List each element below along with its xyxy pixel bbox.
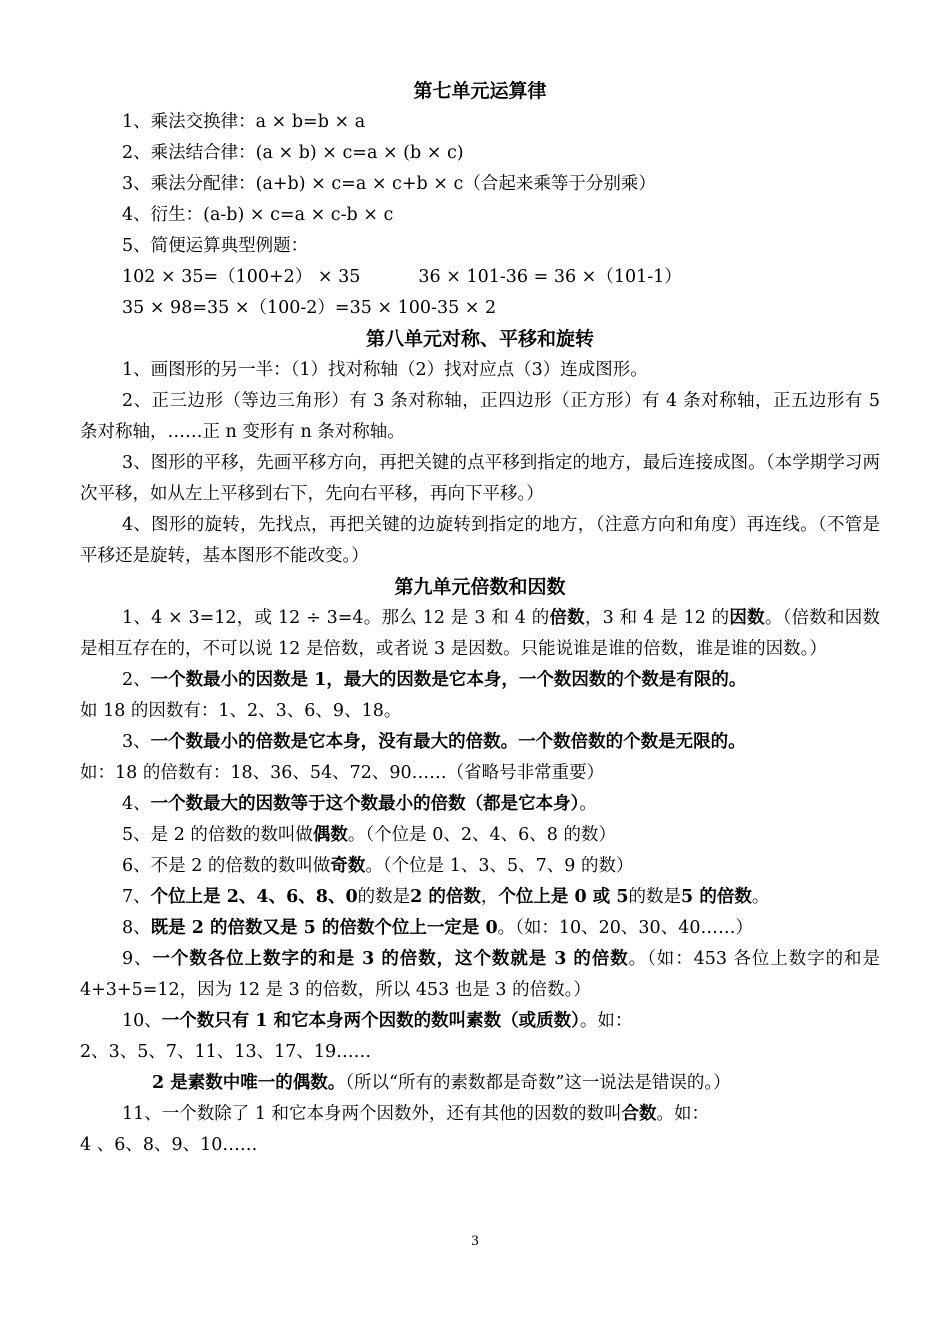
unit7-section [80, 76, 880, 324]
text-run: 7、 [122, 887, 151, 907]
text-run: 。（如：453 各位上数字的和是 4+3+5=12，因为 12 是 3 的倍数，所以 453 也是 3 的倍数。） [80, 949, 880, 1000]
text-run: 。 [579, 794, 597, 814]
text-run: 。（如：10、20、30、40……） [497, 918, 753, 938]
unit9-para-11 [80, 1099, 880, 1130]
text-run: 1、4 × 3=12，或 12 ÷ 3=4。那么 12 是 3 和 4 的 [122, 608, 550, 628]
bold-rule: 一个数最大的因数等于这个数最小的倍数（都是它本身） [150, 794, 580, 814]
unit8-para-3: 3、图形的平移，先画平移方向，再把关键的点平移到指定的地方，最后连接成图。（本学期学习两次平移，如从左上平移到右下，先向右平移，再向下平移。） [80, 453, 880, 504]
unit9-para-5 [80, 820, 880, 851]
bold-rule: 既是 2 的倍数又是 5 的倍数个位上一定是 0 [150, 918, 498, 938]
bold-rule: 一个数只有 1 和它本身两个因数的数叫素数（或质数） [161, 1011, 580, 1031]
bold-rule: 个位上是 2、4、6、8、0 [150, 887, 358, 907]
bold-rule: 一个数最小的因数是 1，最大的因数是它本身，一个数因数的个数是有限的。 [150, 670, 747, 690]
unit9-para-6 [80, 851, 880, 882]
unit8-section [80, 324, 880, 572]
unit8-title: 第八单元对称、平移和旋转 [365, 328, 594, 350]
bold-rule: 个位上是 0 或 5 [498, 887, 629, 907]
text-run: 2、 [122, 670, 151, 690]
unit9-para-9 [80, 944, 880, 1006]
example-1b: 36 × 101-36 = 36 ×（101-1） [418, 267, 682, 287]
unit9-para-10-cont: 2、3、5、7、11、13、17、19…… [80, 1042, 372, 1062]
text-run: 4、 [122, 794, 151, 814]
text-run: 5、是 2 的倍数的数叫做 [122, 825, 313, 845]
term-multiple: 倍数 [549, 608, 585, 628]
unit9-para-3-cont: 如：18 的倍数有：18、36、54、72、90……（省略号非常重要） [80, 763, 605, 783]
text-run: 11、一个数除了 1 和它本身两个因数外，还有其他的因数的数叫 [122, 1104, 622, 1124]
unit7-line-1: 1、乘法交换律：a × b=b × a [122, 112, 366, 132]
term-factor: 因数 [729, 608, 765, 628]
unit8-para-2: 2、正三边形（等边三角形）有 3 条对称轴，正四边形（正方形）有 4 条对称轴，正五边形有 5 条对称轴，……正 n 变形有 n 条对称轴。 [80, 391, 880, 442]
unit7-line-4: 4、衍生：(a-b) × c=a × c-b × c [122, 205, 394, 225]
unit9-section [80, 572, 880, 1161]
unit8-para-1: 1、画图形的另一半：（1）找对称轴（2）找对应点（3）连成图形。 [122, 360, 648, 380]
unit8-para-4: 4、图形的旋转，先找点，再把关键的边旋转到指定的地方，（注意方向和角度）再连线。（不管是平移还是旋转，基本图形不能改变。） [80, 515, 880, 566]
text-run: 。如： [656, 1104, 710, 1124]
unit9-para-4 [80, 789, 880, 820]
unit9-para-7 [80, 882, 880, 913]
text-run: ，3 和 4 是 12 的 [584, 608, 730, 628]
text-run: （所以“所有的素数都是奇数”这一说法是错误的。） [345, 1073, 731, 1093]
text-run: 的数是 [628, 887, 682, 907]
text-run: 。如： [579, 1011, 633, 1031]
term-even: 偶数 [312, 825, 348, 845]
unit9-para-10 [80, 1006, 880, 1037]
unit7-example-2: 35 × 98=35 ×（100-2）=35 × 100-35 × 2 [122, 298, 497, 318]
unit7-line-2: 2、乘法结合律：(a × b) × c=a × (b × c) [122, 143, 464, 163]
unit9-para-10-extra [80, 1068, 880, 1099]
term-odd: 奇数 [330, 856, 366, 876]
unit7-line-5: 5、简便运算典型例题： [122, 236, 309, 256]
text-run: 8、 [122, 918, 151, 938]
text-run: 的数是 [357, 887, 411, 907]
text-run: 。（个位是 1、3、5、7、9 的数） [365, 856, 634, 876]
bold-rule: 一个数最小的倍数是它本身，没有最大的倍数。一个数倍数的个数是无限的。 [150, 732, 746, 752]
bold-rule: 一个数各位上数字的和是 3 的倍数，这个数就是 3 的倍数 [152, 949, 629, 969]
text-run: 9、 [122, 949, 153, 969]
text-run: 10、 [122, 1011, 162, 1031]
unit7-title: 第七单元运算律 [413, 80, 547, 102]
unit9-para-3 [80, 727, 880, 758]
unit9-title: 第九单元倍数和因数 [394, 576, 566, 598]
term-composite: 合数 [621, 1104, 657, 1124]
unit9-para-2-cont: 如 18 的因数有：1、2、3、6、9、18。 [80, 701, 402, 721]
text-run: 。（倍数和因数是相互存在的，不可以说 12 是倍数，或者说 3 是因数。只能说谁是谁的倍数，谁是谁的因数。） [80, 608, 880, 659]
text-run: 6、不是 2 的倍数的数叫做 [122, 856, 331, 876]
text-run: 。 [751, 887, 770, 907]
text-run: 。（个位是 0、2、4、6、8 的数） [347, 825, 616, 845]
unit9-para-11-cont: 4 、6、8、9、10…… [80, 1135, 258, 1155]
text-run: ， [480, 887, 499, 907]
unit9-para-2 [80, 665, 880, 696]
unit9-para-8 [80, 913, 880, 944]
text-run: 3、 [122, 732, 151, 752]
bold-rule: 2 是素数中唯一的偶数。 [152, 1073, 346, 1093]
unit7-example-1 [80, 262, 880, 293]
example-1a: 102 × 35=（100+2） × 35 [122, 267, 361, 287]
bold-rule: 2 的倍数 [410, 887, 481, 907]
unit7-line-3: 3、乘法分配律：(a+b) × c=a × c+b × c（合起来乘等于分别乘） [122, 174, 656, 194]
bold-rule: 5 的倍数 [681, 887, 752, 907]
page-number: 3 [471, 1233, 479, 1249]
unit9-para-1 [80, 603, 880, 665]
